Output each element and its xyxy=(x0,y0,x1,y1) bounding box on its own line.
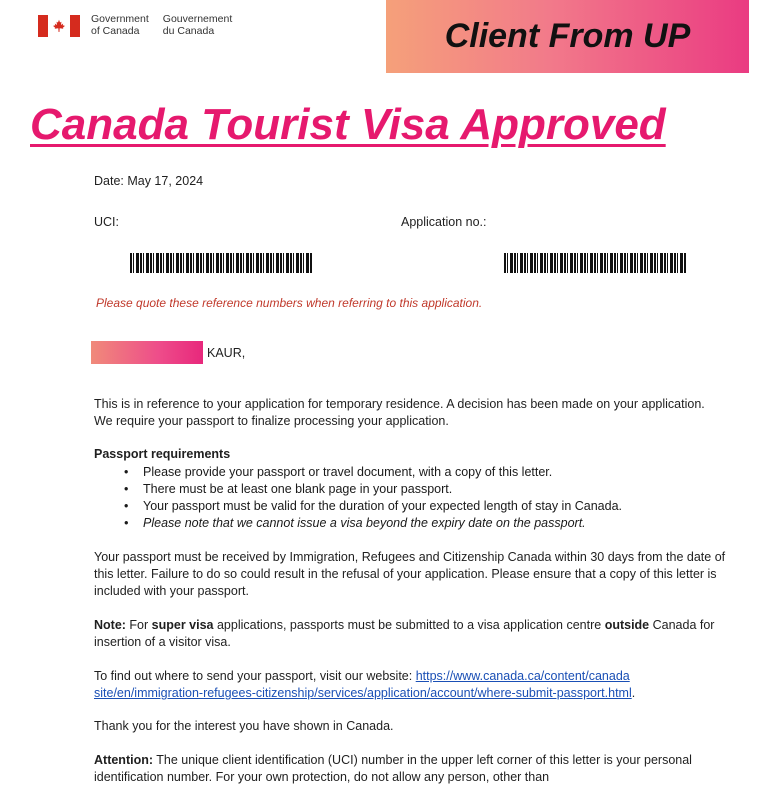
list-item: • Please provide your passport or travel document, with a copy of this letter. xyxy=(124,464,622,481)
uci-barcode xyxy=(130,253,312,273)
note-paragraph xyxy=(94,617,734,651)
note-text: Canada for insertion of a visitor visa. xyxy=(94,618,715,649)
uci-label: UCI: xyxy=(94,215,119,229)
note-text: applications, passports must be submitted to a visa application centre xyxy=(213,618,605,632)
attention-text: The unique client identification (UCI) number in the upper left corner of this letter is your personal identification number. For your own protection, do not allow any person, other than xyxy=(94,753,692,784)
thanks-paragraph: Thank you for the interest you have shown in Canada. xyxy=(94,719,394,733)
recipient-surname: KAUR, xyxy=(207,346,246,360)
application-barcode xyxy=(504,253,686,273)
list-item: • Please note that we cannot issue a visa beyond the expiry date on the passport. xyxy=(124,515,622,532)
list-item: • Your passport must be valid for the duration of your expected length of stay in Canada. xyxy=(124,498,622,515)
note-bold-outside: outside xyxy=(604,618,650,632)
website-text: To find out where to send your passport, visit our website: xyxy=(94,669,416,683)
attention-paragraph xyxy=(94,752,734,786)
passport-requirements-title: Passport requirements xyxy=(94,447,231,461)
intro-paragraph: This is in reference to your application for temporary residence. A decision has been made on your application. We require your passport to finalize processing your application. xyxy=(94,397,705,428)
receipt-paragraph: Your passport must be received by Immigration, Refugees and Citizenship Canada within 30 days from the date of this letter. Failure to do so could result in the refusal of your application. Please ensure that a copy of this letter is included with your passport. xyxy=(94,550,726,598)
website-paragraph xyxy=(94,668,734,702)
website-suffix: . xyxy=(631,686,636,700)
application-number-label: Application no.: xyxy=(401,215,487,229)
reference-note: Please quote these reference numbers when referring to this application. xyxy=(96,296,483,310)
canada-flag-icon xyxy=(38,15,80,37)
note-label: Note: xyxy=(94,618,126,632)
letter-date: Date: May 17, 2024 xyxy=(94,174,204,188)
passport-requirements-list xyxy=(124,464,622,532)
list-item: • There must be at least one blank page in your passport. xyxy=(124,481,622,498)
note-text: For xyxy=(125,618,152,632)
client-banner xyxy=(386,0,749,73)
headline: Canada Tourist Visa Approved xyxy=(30,100,666,149)
attention-label: Attention: xyxy=(94,753,154,767)
note-bold-super-visa: super visa xyxy=(151,618,214,632)
government-name-en: Government of Canada xyxy=(91,13,149,37)
passport-submission-link[interactable]: https://www.canada.ca/content/canada site/en/immigration-refugees-citizenship/services/application/account/where-submit-passport.html xyxy=(94,669,632,700)
government-name-fr: Gouvernement du Canada xyxy=(162,13,233,37)
government-header xyxy=(38,13,232,37)
client-banner-text: Client From UP xyxy=(444,17,691,55)
redacted-name xyxy=(91,341,203,364)
